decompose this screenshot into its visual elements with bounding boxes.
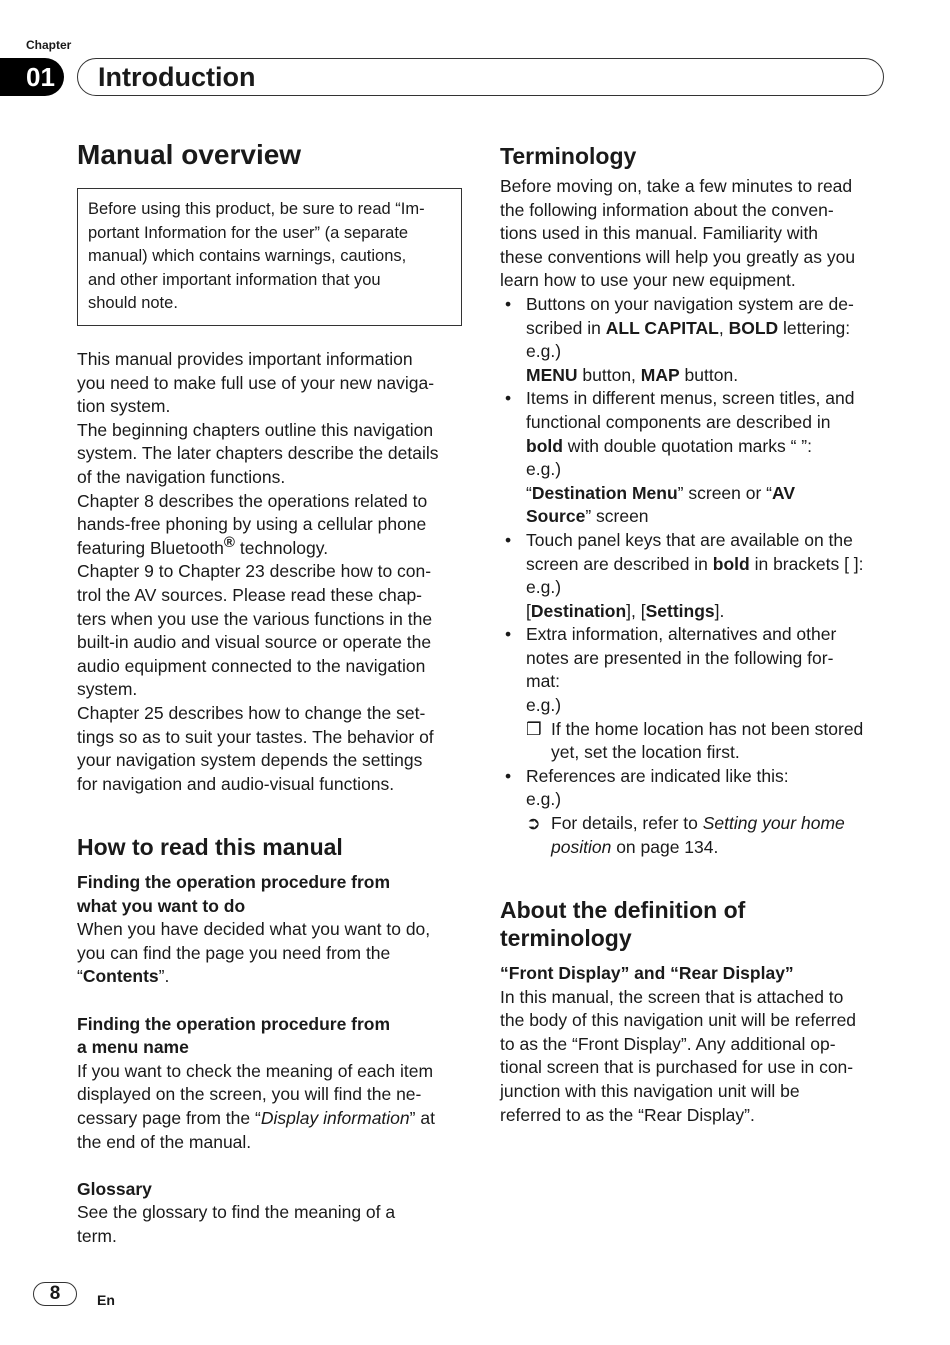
text-segment: [	[526, 600, 531, 621]
text-line	[500, 812, 900, 836]
text-line: Before using this product, be sure to read “Im-	[88, 200, 425, 218]
chapter-number-badge: 01	[0, 58, 64, 96]
text-line	[500, 623, 900, 647]
text-segment: mat:	[526, 671, 561, 692]
text-segment: button,	[577, 364, 641, 385]
page-number: 8	[33, 1282, 77, 1306]
text-line: you can find the page you need from the	[77, 942, 391, 963]
text-line	[500, 765, 900, 789]
text-segment: Destination	[530, 600, 627, 621]
text-line: Chapter 9 to Chapter 23 describe how to con-	[77, 561, 432, 582]
text-line: If you want to check the meaning of each item	[77, 1060, 434, 1081]
text-segment: lettering:	[778, 317, 851, 338]
text-segment: a menu name	[77, 1037, 189, 1058]
text-line: the end of the manual.	[77, 1131, 252, 1152]
manual-overview-title: Manual overview	[77, 139, 302, 170]
text-segment: bold	[526, 435, 563, 456]
text-line: system. The later chapters describe the details	[77, 443, 439, 464]
how-to-read-text	[77, 871, 467, 1249]
text-segment: functional components are described in	[526, 411, 831, 432]
language-label: En	[97, 1292, 115, 1308]
text-line: audio equipment connected to the navigation	[77, 655, 426, 676]
definition-title	[500, 896, 745, 952]
text-segment: yet, set the location first.	[551, 742, 740, 763]
text-segment: Destination Menu	[531, 482, 678, 503]
text-segment: “	[526, 482, 532, 503]
bullet-icon: •	[505, 624, 512, 645]
text-line: portant Information for the user” (a separate	[88, 223, 409, 242]
text-line	[500, 788, 900, 812]
text-line	[77, 1036, 467, 1060]
text-segment: in brackets [ ]:	[749, 553, 864, 574]
text-segment: Finding the operation procedure from	[77, 872, 391, 892]
text-segment: on page 134.	[611, 836, 719, 857]
text-line: you need to make full use of your new naviga-	[77, 372, 435, 393]
text-line: manual) which contains warnings, cautions,	[88, 247, 407, 266]
text-segment: Settings	[645, 600, 715, 621]
text-line	[500, 505, 900, 529]
text-line: This manual provides important information	[77, 349, 413, 369]
text-line: learn how to use your new equipment.	[500, 270, 796, 291]
text-segment: ].	[714, 600, 725, 621]
text-line	[500, 293, 900, 317]
text-line	[500, 600, 900, 624]
text-segment: ALL CAPITAL	[605, 317, 719, 338]
text-line: tion system.	[77, 396, 171, 417]
text-segment: with double quotation marks “ ”:	[562, 435, 812, 456]
text-segment: technology.	[234, 537, 329, 558]
text-line	[77, 1013, 467, 1037]
bullet-icon: •	[505, 529, 512, 550]
text-line: Chapter 25 describes how to change the set-	[77, 702, 426, 723]
text-line: should note.	[88, 294, 178, 313]
definition-text	[500, 962, 900, 1127]
text-segment: MAP	[640, 364, 680, 385]
bullet-icon: •	[505, 388, 512, 409]
text-segment: Source	[526, 506, 586, 527]
text-line: See the glossary to find the meaning of a	[77, 1202, 396, 1223]
text-segment: e.g.)	[526, 459, 562, 480]
text-segment: screen are described in	[526, 553, 713, 574]
text-segment: cessary page from the “	[77, 1107, 261, 1128]
text-segment: If the home location has not been stored	[551, 718, 864, 739]
chapter-title-box	[77, 58, 884, 96]
text-line: Before moving on, take a few minutes to read	[500, 176, 853, 196]
text-segment: button.	[679, 364, 739, 385]
text-segment: ” at	[409, 1107, 435, 1128]
text-line	[77, 871, 467, 895]
text-segment: References are indicated like this:	[526, 765, 789, 786]
text-segment: Glossary	[77, 1178, 152, 1199]
terminology-title: Terminology	[500, 143, 637, 169]
text-line	[500, 576, 900, 600]
text-line	[500, 647, 900, 671]
text-line	[500, 482, 900, 506]
text-line	[500, 553, 900, 577]
text-line	[500, 529, 900, 553]
text-line: referred to as the “Rear Display”.	[500, 1104, 755, 1125]
text-line	[500, 317, 900, 341]
text-segment: e.g.)	[526, 341, 562, 362]
text-line: to as the “Front Display”. Any additional op-	[500, 1033, 836, 1054]
text-line: Chapter 8 describes the operations related to	[77, 490, 428, 511]
text-segment: scribed in	[526, 317, 606, 338]
text-segment: Contents	[82, 966, 159, 987]
text-segment: ®	[223, 533, 235, 551]
text-line: When you have decided what you want to do,	[77, 919, 431, 940]
text-line	[500, 718, 900, 742]
text-line	[500, 364, 900, 388]
text-line: the following information about the conven-	[500, 199, 834, 220]
text-segment: ” screen	[585, 506, 649, 527]
text-segment: AV	[772, 482, 796, 503]
text-line	[77, 989, 467, 1013]
chapter-label: Chapter	[26, 38, 72, 52]
text-segment: what you want to do	[77, 895, 246, 916]
text-line	[500, 962, 900, 986]
text-line	[500, 411, 900, 435]
intro-text	[77, 348, 467, 796]
text-line	[77, 965, 467, 989]
how-to-read-title: How to read this manual	[77, 834, 343, 860]
text-line: trol the AV sources. Please read these chap-	[77, 584, 423, 605]
notice-box	[77, 188, 462, 326]
text-line: tings so as to suit your tastes. The behavior of	[77, 726, 434, 747]
text-line: built-in audio and visual source or operate the	[77, 632, 432, 653]
text-segment: Items in different menus, screen titles, and	[526, 388, 855, 409]
definition-title-line2: terminology	[500, 925, 632, 951]
text-segment: Finding the operation procedure from	[77, 1013, 391, 1034]
text-line: the body of this navigation unit will be referred	[500, 1010, 857, 1031]
text-segment: “	[77, 966, 83, 987]
text-line: The beginning chapters outline this navigation	[77, 419, 434, 440]
text-segment: e.g.)	[526, 577, 562, 598]
reference-arrow-icon: ➲	[526, 813, 541, 834]
text-line	[500, 387, 900, 411]
text-segment: position	[551, 836, 612, 857]
text-line: of the navigation functions.	[77, 466, 286, 487]
text-line	[77, 1154, 467, 1178]
text-line: tional screen that is purchased for use in con-	[500, 1057, 854, 1078]
text-line: system.	[77, 679, 138, 700]
text-segment: Setting your home	[702, 813, 845, 834]
text-line: these conventions will help you greatly as you	[500, 246, 856, 267]
note-box-icon: ❒	[526, 718, 542, 739]
text-line: displayed on the screen, you will find the ne-	[77, 1084, 422, 1105]
text-segment: Display information	[260, 1107, 410, 1128]
bullet-icon: •	[505, 765, 512, 786]
text-segment: Buttons on your navigation system are de-	[526, 293, 854, 314]
text-segment: For details, refer to	[551, 813, 703, 834]
text-segment: Extra information, alternatives and other	[526, 624, 837, 645]
text-segment: ], [	[626, 600, 646, 621]
text-line: your navigation system depends the settings	[77, 750, 423, 771]
text-segment: BOLD	[728, 317, 779, 338]
text-segment: e.g.)	[526, 695, 562, 716]
text-segment: ”.	[158, 966, 170, 987]
text-line	[77, 1107, 467, 1131]
text-line: ters when you use the various functions in the	[77, 608, 433, 629]
text-line	[500, 741, 900, 765]
text-segment: ” screen or “	[677, 482, 772, 503]
text-line: hands-free phoning by using a cellular phone	[77, 514, 427, 535]
terminology-text	[500, 175, 900, 859]
text-segment: ,	[718, 317, 729, 338]
text-line	[500, 694, 900, 718]
text-line	[500, 836, 900, 860]
text-line	[77, 1178, 467, 1202]
text-line: term.	[77, 1225, 117, 1246]
text-line	[77, 895, 467, 919]
text-segment: Touch panel keys that are available on the	[526, 529, 853, 550]
text-line: for navigation and audio-visual functions.	[77, 773, 395, 794]
text-segment: e.g.)	[526, 789, 562, 810]
text-line	[500, 670, 900, 694]
text-segment: featuring Bluetooth	[77, 537, 224, 558]
text-line	[500, 458, 900, 482]
text-line	[77, 533, 467, 561]
text-line	[500, 435, 900, 459]
text-line	[500, 340, 900, 364]
bullet-icon: •	[505, 293, 512, 314]
text-segment: MENU	[526, 364, 578, 385]
chapter-title: Introduction	[98, 62, 256, 92]
definition-title-line1: About the definition of	[500, 897, 746, 923]
text-line: junction with this navigation unit will be	[500, 1080, 800, 1101]
text-line: tions used in this manual. Familiarity with	[500, 223, 819, 244]
text-segment: “Front Display” and “Rear Display”	[500, 963, 794, 983]
text-segment: bold	[712, 553, 750, 574]
text-line: In this manual, the screen that is attached to	[500, 986, 844, 1007]
text-line: and other important information that you	[88, 270, 381, 289]
text-segment: notes are presented in the following for-	[526, 647, 834, 668]
